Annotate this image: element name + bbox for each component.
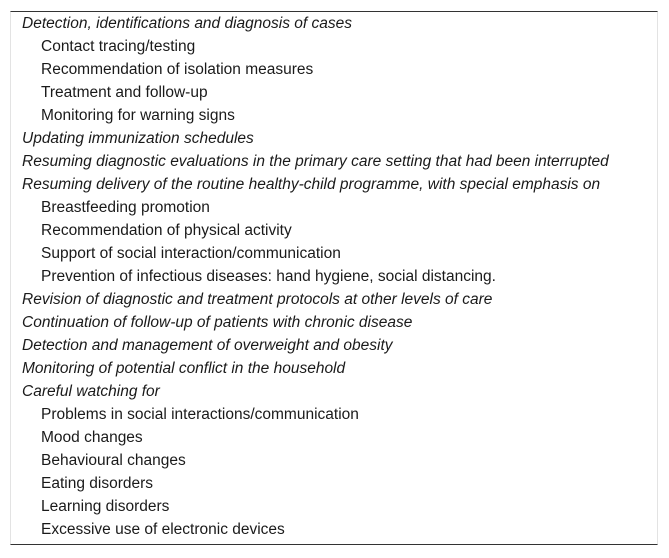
list-item: Behavioural changes	[41, 452, 186, 469]
list-item: Excessive use of electronic devices	[41, 521, 285, 538]
list-item: Recommendation of isolation measures	[41, 61, 314, 78]
list-item: Recommendation of physical activity	[41, 222, 292, 239]
section-heading: Resuming delivery of the routine healthy-child programme, with special emphasis on	[22, 176, 601, 193]
section-heading: Detection and management of overweight and obesity	[22, 337, 393, 354]
section-heading: Continuation of follow-up of patients with chronic disease	[22, 314, 413, 331]
section-heading: Revision of diagnostic and treatment protocols at other levels of care	[22, 291, 493, 308]
list-item: Problems in social interactions/communication	[41, 406, 359, 423]
list-item: Breastfeeding promotion	[41, 199, 210, 216]
list-item: Learning disorders	[41, 498, 170, 515]
list-item: Eating disorders	[41, 475, 154, 492]
section-heading: Resuming diagnostic evaluations in the primary care setting that had been interrupted	[22, 153, 609, 170]
section-heading: Updating immunization schedules	[22, 130, 254, 147]
section-heading: Careful watching for	[22, 383, 160, 400]
recommendations-list	[22, 12, 657, 541]
list-item: Treatment and follow-up	[41, 84, 208, 101]
list-item: Support of social interaction/communication	[41, 245, 341, 262]
list-item: Monitoring for warning signs	[41, 107, 235, 124]
section-heading: Detection, identifications and diagnosis of cases	[22, 15, 353, 32]
list-item: Contact tracing/testing	[41, 38, 196, 55]
list-item: Mood changes	[41, 429, 143, 446]
recommendations-table	[10, 11, 658, 545]
section-heading: Monitoring of potential conflict in the household	[22, 360, 346, 377]
list-item: Prevention of infectious diseases: hand hygiene, social distancing.	[41, 268, 496, 285]
